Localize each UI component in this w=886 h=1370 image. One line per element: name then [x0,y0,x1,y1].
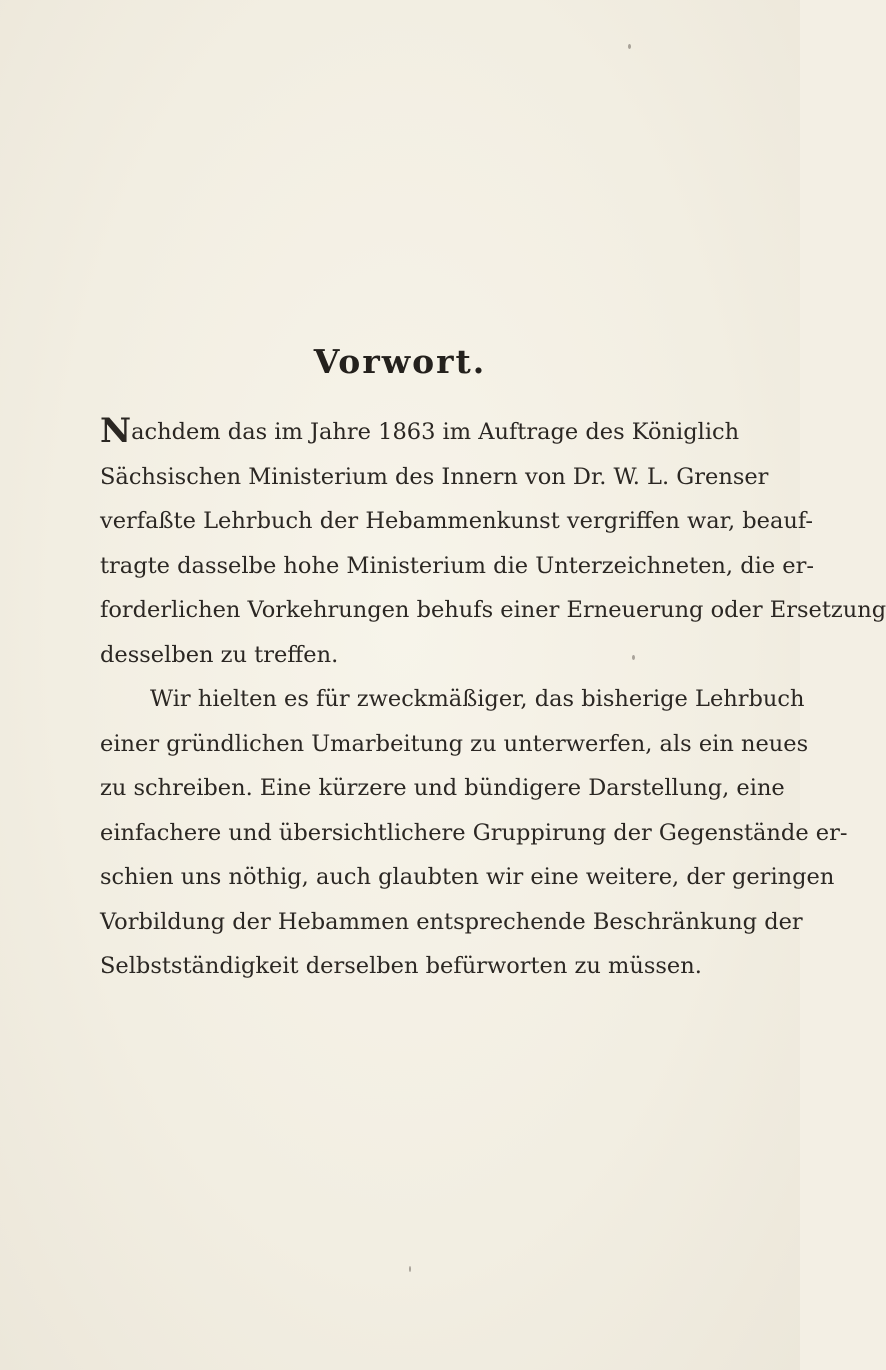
text-line: tragte dasselbe hohe Ministerium die Unterzeichneten, die er- [100,552,814,579]
text-line: einer gründlichen Umarbeitung zu unterwerfen, als ein neues [100,730,809,757]
text-line: Selbstständigkeit derselben befürworten zu müssen. [100,953,702,979]
text-line: desselben zu treffen. [100,641,339,668]
text-line: Vorbildung der Hebammen entsprechende Beschränkung der [100,908,803,935]
text-line: zu schreiben. Eine kürzere und bündigere Darstellung, eine [100,775,785,801]
text-line: Wir hielten es für zweckmäßiger, das bisherige Lehrbuch [150,686,805,712]
text-line: einfachere und übersichtlichere Gruppirung der Gegenstände er- [100,819,848,846]
print-speck [628,44,631,49]
initial-letter: N [100,411,132,451]
print-speck [409,1266,411,1272]
text-line: schien uns nöthig, auch glaubten wir eine weitere, der geringen [100,864,835,890]
text-line: Sächsischen Ministerium des Innern von Dr. W. L. Grenser [100,463,769,490]
text-line: Nachdem das im Jahre 1863 im Auftrage des Königlich [100,411,740,451]
page-title: Vorwort. [313,342,487,381]
text-line: verfaßte Lehrbuch der Hebammenkunst vergriffen war, beauf- [100,508,814,534]
body-text [100,410,886,989]
text-line: forderlichen Vorkehrungen behufs einer Erneuerung oder Ersetzung [100,597,886,623]
paragraph-2 [100,677,848,989]
paragraph-1 [100,410,886,677]
